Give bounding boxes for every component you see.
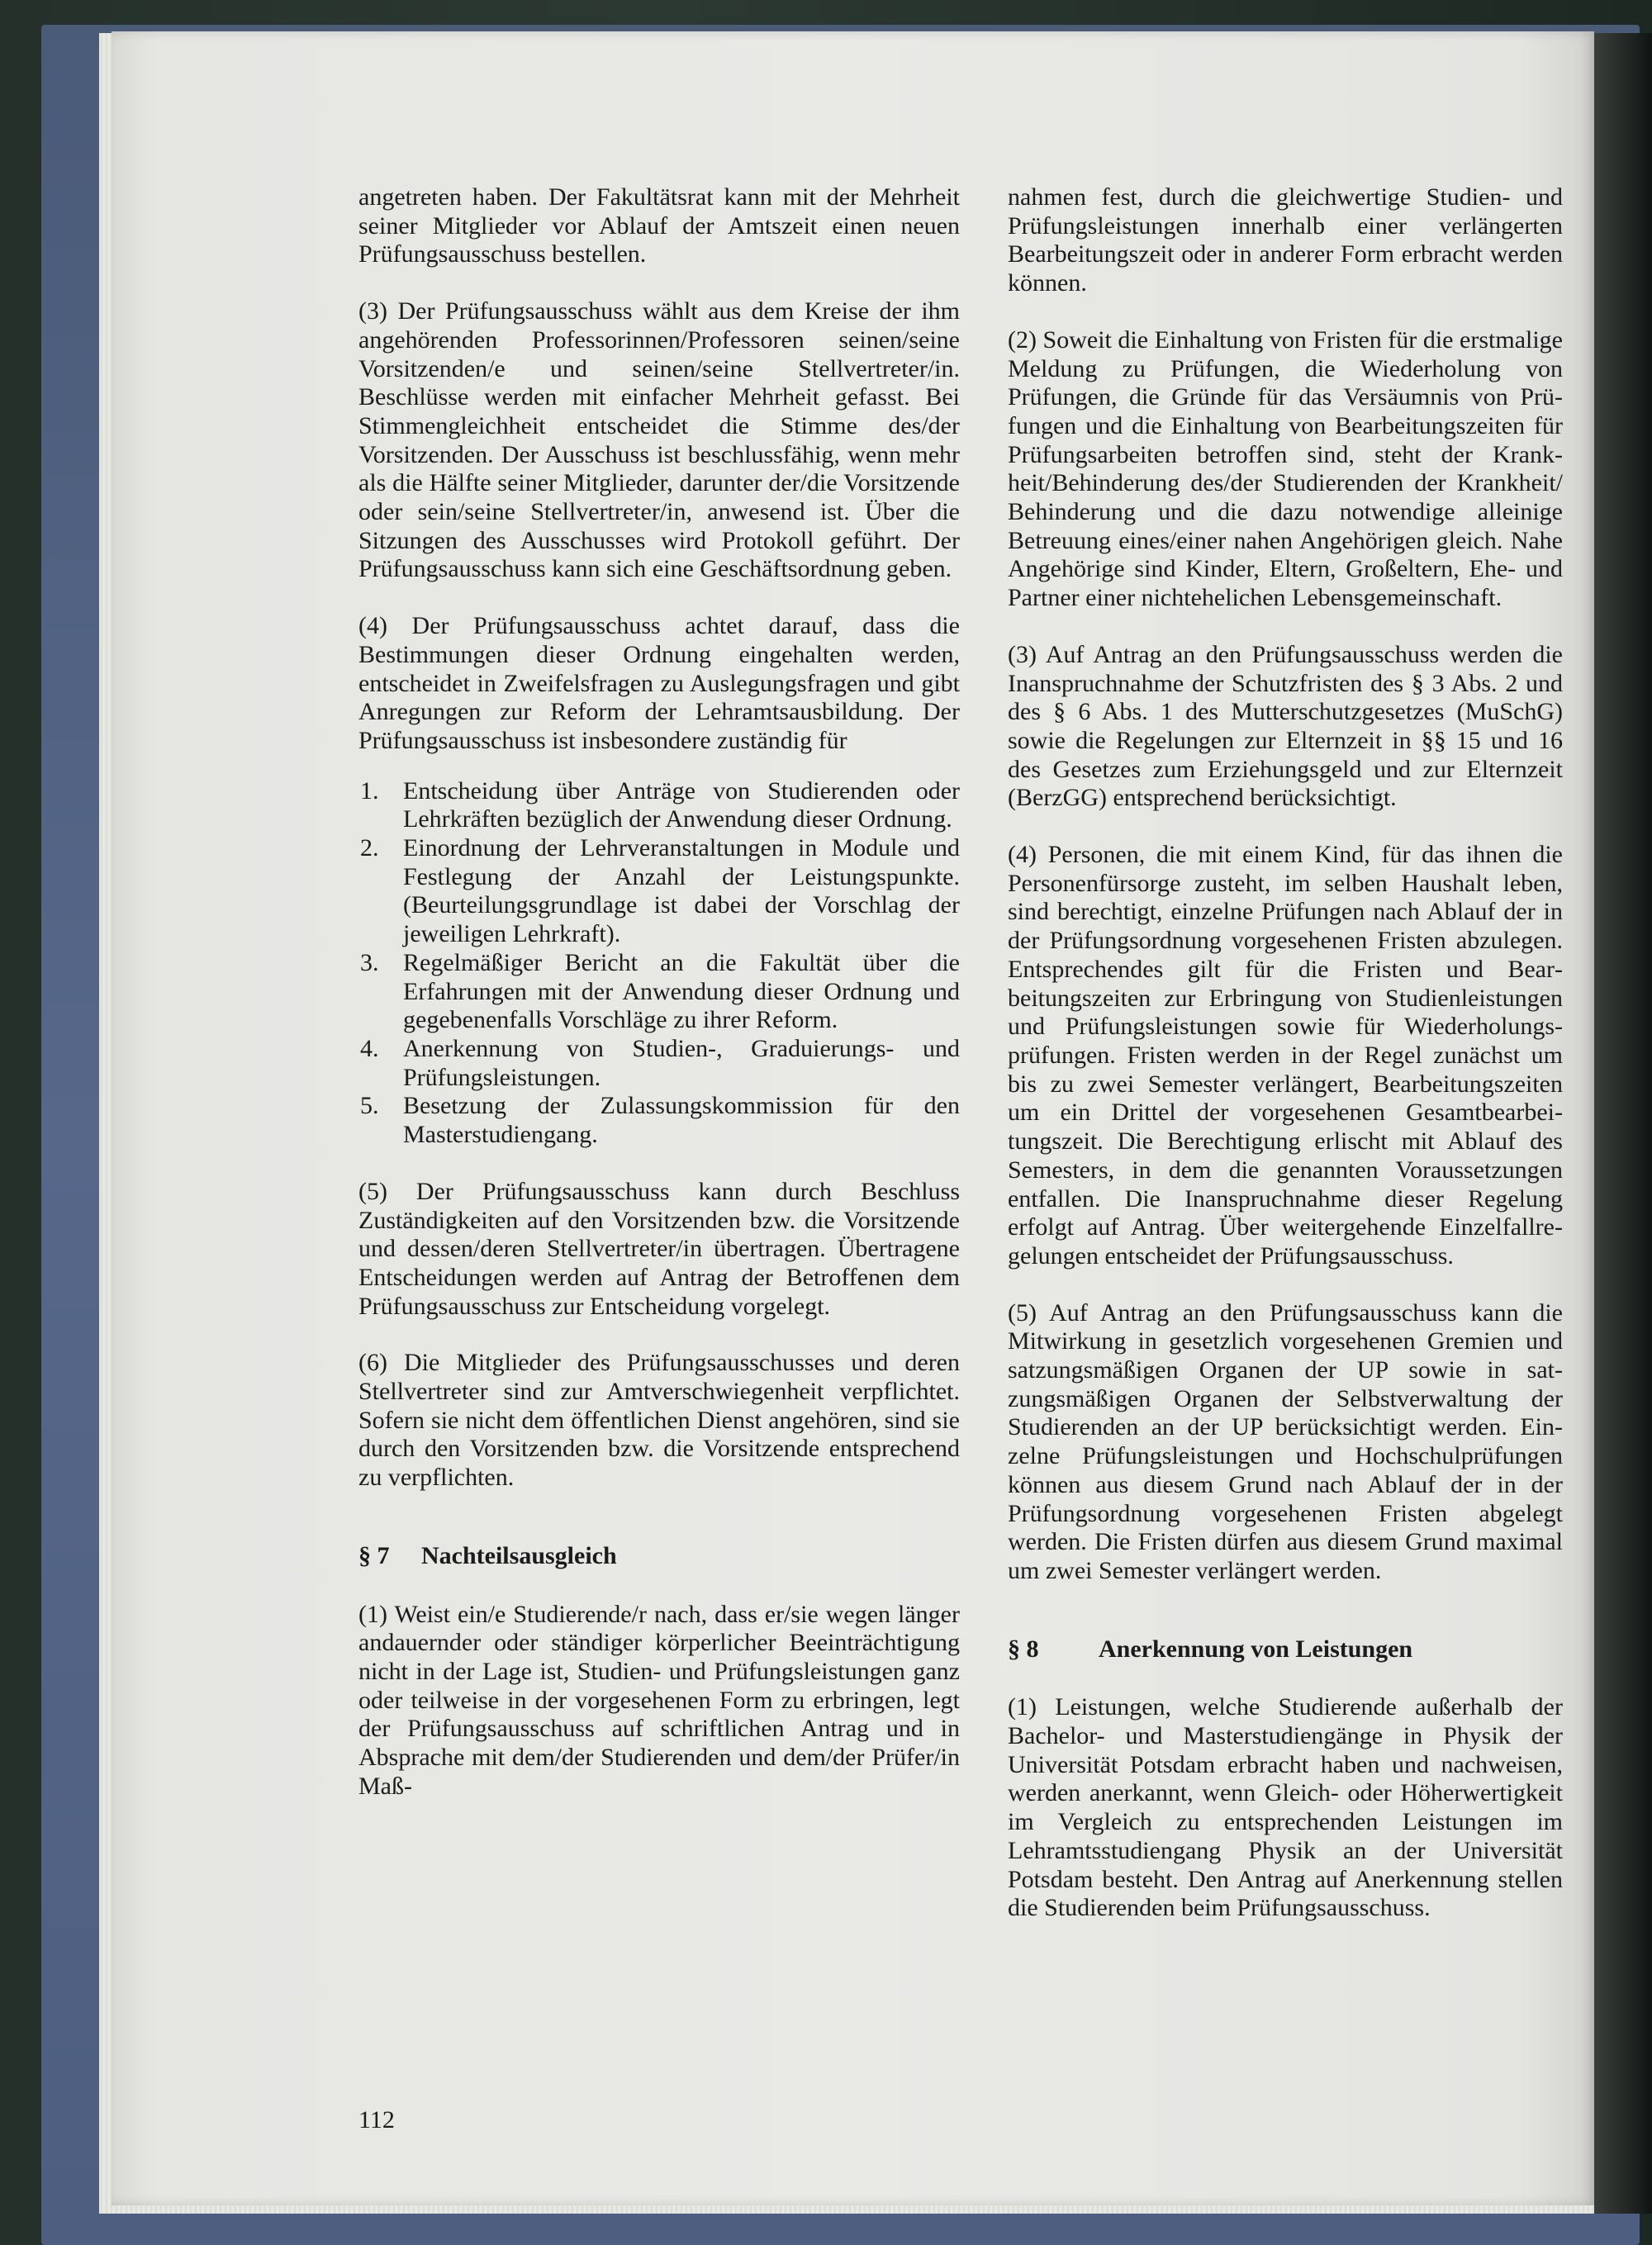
scan-right-edge xyxy=(1594,33,1652,2214)
responsibility-list xyxy=(358,777,960,1150)
section-7-paragraph-1: (1) Weist ein/e Studierende/r nach, dass er/sie wegen länger andauernder oder ständiger körperlicher Beeinträchtigung nicht in der Lage ist, Studien- und Prüfungsleistungen ganz oder teilweise in der vorgesehenen Form zu erbringen, legt der Prüfungsausschuss auf schriftlichen Antrag und in Absprache mit dem/der Studierenden und dem/der Prüfer/in Maß- xyxy=(358,1600,960,1800)
paragraph-continuation: nahmen fest, durch die gleichwertige Studien- und Prüfungsleistungen innerhalb einer verlängerten Bearbeitungszeit oder in anderer Form erbracht werden können. xyxy=(1008,183,1563,297)
section-8-paragraph-1: (1) Leistungen, welche Studierende außerhalb der Bachelor- und Masterstudiengänge in Physik der Universität Potsdam erbracht haben und nachweisen, werden anerkannt, wenn Gleich- oder Höherwertigkeit im Vergleich zu entsprechenden Leistungen im Lehramtsstudiengang Physik an der Universität Potsdam besteht. Den Antrag auf Anerkennung stellen die Studierenden beim Prüfungsausschuss. xyxy=(1008,1693,1563,1922)
paragraph-5: (5) Auf Antrag an den Prüfungsausschuss kann die Mitwirkung in gesetzlich vorgesehenen Gremien und satzungsmäßigen Organen der UP sowie in satzungsmäßigen Organen der Selbstverwaltung der Studierenden an der UP berücksichtigt werden. Einzelne Prüfungsleistungen und Hochschulprüfungen können aus diesem Grund nach Ablauf der in der Prüfungsordnung vorgesehenen Fristen abgelegt werden. Die Fristen dürfen aus diesem Grund maximal um zwei Semester verlängert werden. xyxy=(1008,1298,1563,1584)
list-number: 2. xyxy=(360,834,379,862)
paragraph-6: (6) Die Mitglieder des Prüfungsausschusses und deren Stellvertreter sind zur Amtverschwiegenheit verpflichtet. Sofern sie nicht dem öffentlichen Dienst angehören, sind sie durch den Vorsitzenden bzw. die Vorsitzende entsprechend zu verpflichten. xyxy=(358,1349,960,1492)
section-8-heading xyxy=(1008,1635,1563,1664)
paragraph-intro: angetreten haben. Der Fakultätsrat kann mit der Mehrheit seiner Mitglieder vor Ablauf der Amtszeit einen neuen Prüfungsausschuss bestellen. xyxy=(358,183,960,268)
section-title: Anerkennung von Leistungen xyxy=(1099,1635,1413,1663)
list-text: Anerkennung von Studien-, Graduierungs- und Prüfungsleistungen. xyxy=(403,1034,960,1091)
paragraph-2: (2) Soweit die Einhaltung von Fristen für die erstmalige Meldung zu Prüfungen, die Wiederholung von Prüfungen, die Gründe für das Versäumnis von Prüfungen und die Einhaltung von Bearbeitungszeiten für Prüfungsarbeiten betroffen sind, steht der Krankheit/Behinderung des/der Studierenden der Krankheit/ Behinderung und die dazu notwendige alleinige Betreuung eines/einer nahen Angehörigen gleich. Nahe Angehörige sind Kinder, Eltern, Großeltern, Ehe- und Partner einer nichtehelichen Lebensgemeinschaft. xyxy=(1008,325,1563,612)
list-item xyxy=(358,1035,960,1092)
list-text: Einordnung der Lehrveranstaltungen in Module und Festlegung der Anzahl der Leistungspunkte. (Beurteilungsgrundlage ist dabei der Vorschlag der jeweiligen Lehrkraft). xyxy=(403,834,960,948)
section-7-heading xyxy=(358,1542,960,1571)
right-column xyxy=(1008,183,1563,1923)
left-column xyxy=(358,183,960,1801)
paragraph-4: (4) Der Prüfungsausschuss achtet darauf, dass die Bestimmungen dieser Ordnung eingehalten werden, entscheidet in Zweifelsfragen zu Auslegungsfragen und gibt Anregungen zur Reform der Lehramtsausbildung. Der Prüfungsausschuss ist insbesondere zuständig für xyxy=(358,612,960,754)
list-number: 5. xyxy=(360,1092,379,1120)
section-number: § 7 xyxy=(358,1541,390,1569)
list-text: Besetzung der Zulassungskommission für den Masterstudiengang. xyxy=(403,1092,960,1149)
list-number: 1. xyxy=(360,776,379,804)
list-item xyxy=(358,1092,960,1149)
paragraph-5: (5) Der Prüfungsausschuss kann durch Beschluss Zuständigkeiten auf den Vorsitzenden bzw. die Vorsitzende und dessen/deren Stellvertreter/in übertragen. Übertragene Entscheidungen werden auf Antrag der Betroffenen dem Prüfungsausschuss zur Entscheidung vorgelegt. xyxy=(358,1177,960,1320)
list-number: 4. xyxy=(360,1034,379,1062)
list-text: Entscheidung über Anträge von Studierenden oder Lehrkräften bezüglich der Anwendung dieser Ordnung. xyxy=(403,776,960,833)
section-number: § 8 xyxy=(1008,1635,1039,1663)
list-item xyxy=(358,834,960,949)
list-number: 3. xyxy=(360,948,379,976)
page-number: 112 xyxy=(358,2106,395,2133)
section-title: Nachteilsausgleich xyxy=(421,1541,617,1569)
list-text: Regelmäßiger Bericht an die Fakultät über die Erfahrungen mit der Anwendung dieser Ordnung und gegebenenfalls Vorschläge zu ihrer Reform. xyxy=(403,948,960,1034)
list-item xyxy=(358,949,960,1035)
list-item xyxy=(358,777,960,834)
paragraph-3: (3) Der Prüfungsausschuss wählt aus dem Kreise der ihm angehörenden Professorinnen/Professoren seinen/seine Vorsitzenden/e und seinen/seine Stellvertreter/in. Beschlüsse werden mit einfacher Mehrheit gefasst. Bei Stimmengleichheit entscheidet die Stimme des/der Vorsitzenden. Der Ausschuss ist beschlussfähig, wenn mehr als die Hälfte seiner Mitglieder, darunter der/die Vorsitzende oder sein/seine Stellvertreter/in, anwesend ist. Über die Sitzungen des Ausschusses wird Protokoll geführt. Der Prüfungsausschuss kann sich eine Geschäftsordnung geben. xyxy=(358,297,960,583)
paragraph-4: (4) Personen, die mit einem Kind, für das ihnen die Personenfürsorge zusteht, im selben Haushalt leben, sind berechtigt, einzelne Prüfungen nach Ablauf der in der Prüfungsordnung vorgesehenen Fristen abzulegen. Entsprechendes gilt für die Fristen und Bearbeitungszeiten zur Erbringung von Studienleistungen und Prüfungsleistungen sowie für Wiederholungsprüfungen. Fristen werden in der Regel zunächst um bis zu zwei Semester verlängert, Bearbeitungszeiten um ein Drittel der vorgesehenen Gesamtbearbeitungszeit. Die Berechtigung erlischt mit Ablauf des Semesters, in dem die genannten Voraussetzungen entfallen. Die Inanspruchnahme dieser Regelung erfolgt auf Antrag. Über weitergehende Einzelfallregelungen entscheidet der Prüfungsausschuss. xyxy=(1008,841,1563,1270)
paragraph-3: (3) Auf Antrag an den Prüfungsausschuss werden die Inanspruchnahme der Schutzfristen des § 3 Abs. 2 und des § 6 Abs. 1 des Mutterschutzgesetzes (MuSchG) sowie die Regelungen zur Elternzeit in §§ 15 und 16 des Gesetzes zum Erziehungsgeld und zur Elternzeit (BerzGG) entsprechend berücksichtigt. xyxy=(1008,640,1563,812)
